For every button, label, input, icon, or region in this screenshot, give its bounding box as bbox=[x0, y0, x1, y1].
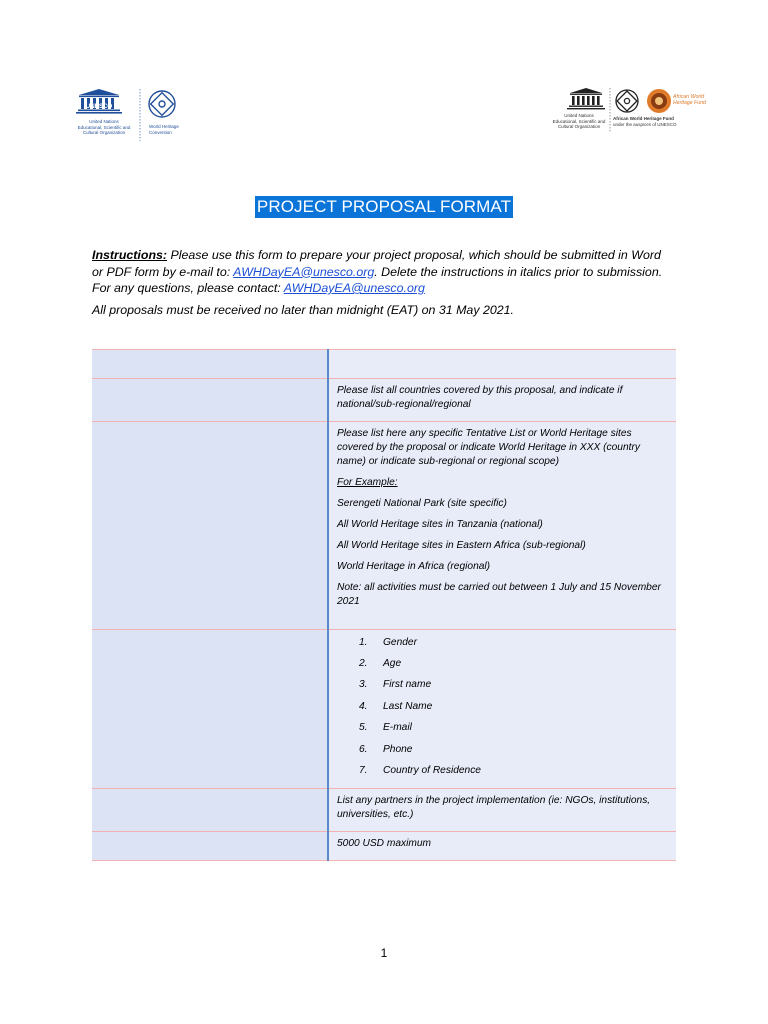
partners-instruction: List any partners in the project implementation (ie: NGOs, institutions, universities, etc.) bbox=[337, 794, 651, 820]
countries-cell[interactable] bbox=[328, 379, 676, 422]
table-row bbox=[92, 422, 676, 630]
instructions-text-1: Please use this form to prepare your project proposal, which should be submitted in Word or PDF form by e-mail to: bbox=[92, 248, 661, 279]
table-row bbox=[92, 831, 676, 860]
instructions-text-2: . Delete the instructions in italics prior to submission. For any questions, please contact: bbox=[92, 264, 663, 295]
example-label: For Example: bbox=[337, 477, 398, 488]
list-item: 1. Gender bbox=[359, 636, 417, 648]
example-item: All World Heritage sites in Eastern Africa (sub-regional) bbox=[337, 540, 586, 551]
example-item: World Heritage in Africa (regional) bbox=[337, 561, 491, 572]
table-row bbox=[92, 350, 676, 379]
budget-cell[interactable] bbox=[328, 831, 676, 860]
sites-instruction: Please list here any specific Tentative List or World Heritage sites covered by the proposal or indicate World Heritage in XXX (country name) or indicate sub-regional or regional scope) bbox=[337, 428, 640, 467]
field-label-cell bbox=[92, 350, 328, 379]
title-wrap bbox=[0, 196, 768, 218]
beneficiary-info-cell[interactable] bbox=[328, 630, 676, 789]
table-row bbox=[92, 630, 676, 789]
world-heritage-emblem-icon bbox=[616, 90, 638, 112]
list-item: 3. First name bbox=[359, 679, 432, 691]
world-heritage-emblem-icon bbox=[149, 91, 175, 117]
field-value-cell[interactable] bbox=[328, 350, 676, 379]
instructions-label: Instructions: bbox=[92, 248, 168, 262]
african-fund-emblem-icon bbox=[647, 89, 671, 113]
list-item: 7. Country of Residence bbox=[359, 765, 481, 777]
instructions-paragraph bbox=[92, 247, 672, 297]
list-item: 6. Phone bbox=[359, 743, 413, 755]
table-row bbox=[92, 379, 676, 422]
email-link-1[interactable]: AWHDayEA@unesco.org bbox=[233, 264, 375, 279]
field-label-cell bbox=[92, 788, 328, 831]
unesco-temple-icon bbox=[567, 88, 605, 109]
page-title: PROJECT PROPOSAL FORMAT bbox=[256, 197, 512, 216]
page-number: 1 bbox=[380, 946, 388, 960]
sites-cell[interactable] bbox=[328, 422, 676, 630]
unesco-whc-logo: UNESCO United Nations Educational, Scientific and Cultural Organization World Heritage Convention bbox=[73, 87, 193, 143]
email-link-2[interactable]: AWHDayEA@unesco.org bbox=[283, 281, 425, 295]
deadline-text: All proposals must be received no later than midnight (EAT) on 31 May 2021. bbox=[92, 303, 514, 317]
table-row bbox=[92, 788, 676, 831]
field-label-cell bbox=[92, 630, 328, 789]
awhf-unesco-logo: United Nations Educational, Scientific and Cultural Organization African World Heritage Fund under the auspices of UNESCO African World Heritage Fund bbox=[552, 86, 722, 136]
list-item: 2. Age bbox=[359, 658, 402, 670]
field-label-cell bbox=[92, 379, 328, 422]
countries-instruction: Please list all countries covered by this proposal, and indicate if national/sub-regional/regional bbox=[337, 385, 623, 410]
partners-cell[interactable] bbox=[328, 788, 676, 831]
svg-text:UNESCO: UNESCO bbox=[85, 103, 113, 110]
beneficiary-fields-list bbox=[337, 632, 668, 782]
example-item: Serengeti National Park (site specific) bbox=[337, 498, 507, 509]
proposal-form-table bbox=[92, 349, 676, 861]
list-item: 4. Last Name bbox=[359, 700, 433, 712]
field-label-cell bbox=[92, 422, 328, 630]
field-label-cell bbox=[92, 831, 328, 860]
example-item: All World Heritage sites in Tanzania (national) bbox=[337, 519, 543, 530]
activities-note: Note: all activities must be carried out between 1 July and 15 November 2021 bbox=[337, 582, 661, 607]
list-item: 5. E-mail bbox=[359, 722, 412, 734]
budget-instruction: 5000 USD maximum bbox=[337, 837, 431, 849]
